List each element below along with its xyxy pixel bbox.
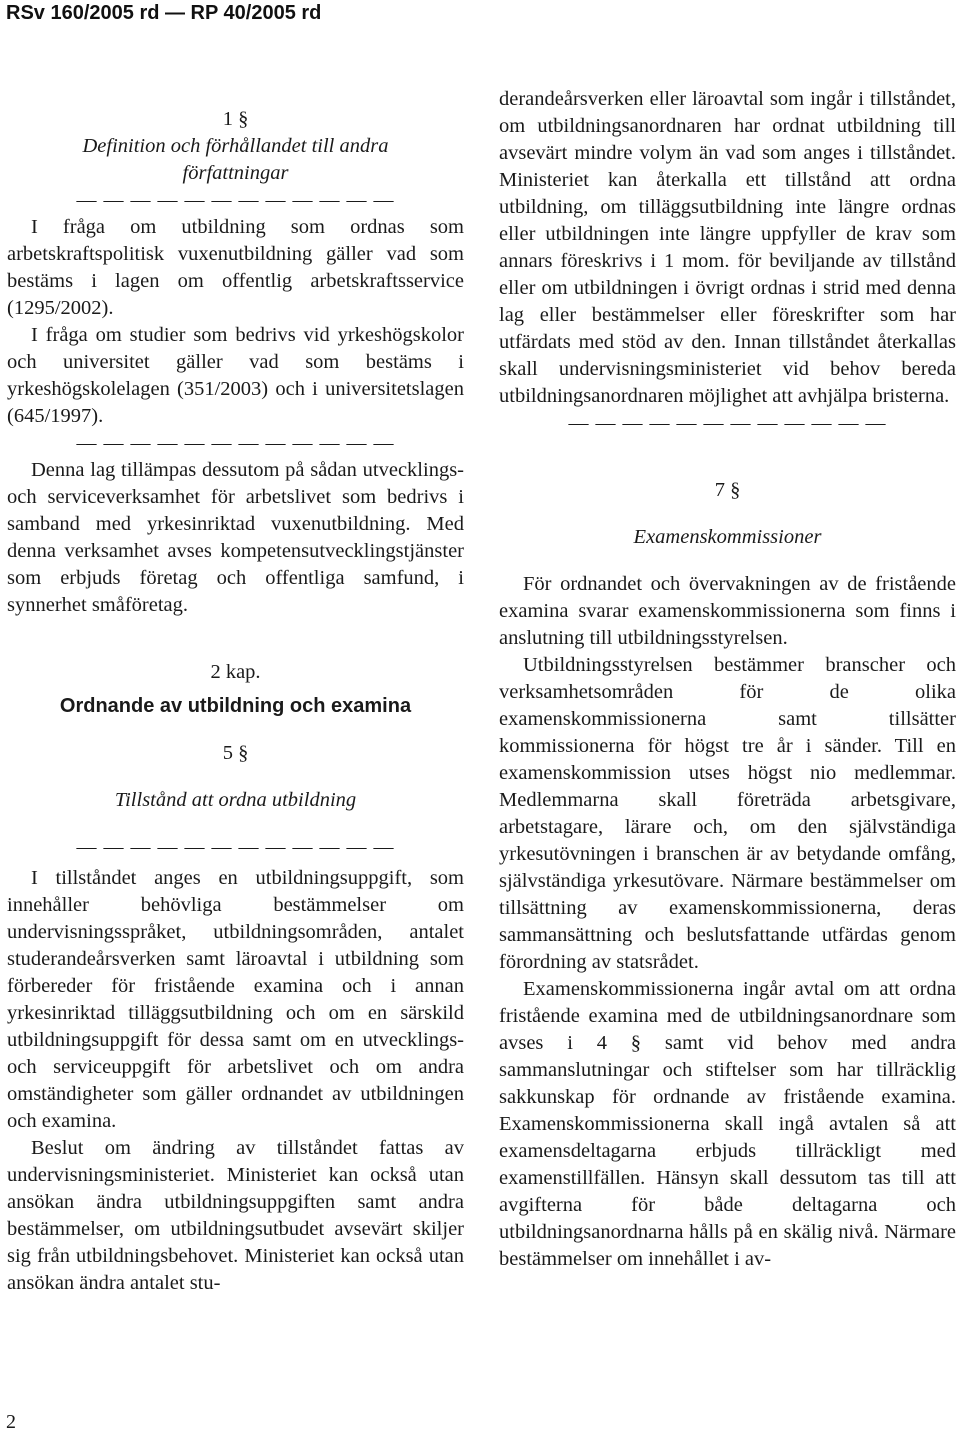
- chapter-title: Ordnande av utbildning och examina: [59, 695, 412, 717]
- paragraph: I fråga om studier som bedrivs vid yrkeshögskolor och universitet gäller vad som bestäms i yrkeshögskolelagen (351/2003) och i universitetslagen (645/1997).: [7, 324, 464, 427]
- page-number: 2: [6, 1411, 16, 1433]
- section-1-number: 1 §: [222, 108, 249, 130]
- paragraph: För ordnandet och övervakningen av de fristående examina svarar examenskommissionerna som finns i anslutning till utbildningsstyrelsen.: [499, 573, 956, 649]
- paragraph: I tillståndet anges en utbildningsuppgift, som innehåller behövliga bestämmelser om undervisningsspråket, utbildningsområden, antalet studerandeårsverken samt läroavtal i utbildning som förbereder för fristående examina och i annan yrkesinriktad tilläggsutbildning och om en särskild utbildningsuppgift för dessa samt om en utvecklings- och serviceuppgift för arbetslivet och om andra omständigheter som gäller ordnandet av utbildningen och examina.: [7, 867, 464, 1132]
- paragraph: derandeårsverken eller läroavtal som ingår i tillståndet, om utbildningsanordnaren har ordnat utbildning till avsevärt mindre volym än vad som anges i tillståndet. Ministeriet kan återkalla ett tillstånd att ordna utbildning, om tilläggsutbildning inte längre ordnas eller utbildningen inte längre uppfyller de krav som annars föreskrivs i 1 mom. för beviljande av tillstånd eller om utbildningen i övrigt ordnas i strid med denna lag eller bestämmelser eller föreskrifter som har utfärdats med stöd av den. Innan tillståndet återkallas skall undervisningsministeriet vid behov bereda utbildningsanordnaren möjlighet att avhjälpa bristerna.: [499, 88, 956, 407]
- omission-dashes: — — — — — — — — — — — —: [76, 836, 395, 858]
- omission-dashes: — — — — — — — — — — — —: [76, 432, 395, 454]
- chapter-number: 2 kap.: [210, 661, 261, 683]
- paragraph: I fråga om utbildning som ordnas som arbetskraftspolitisk vuxenutbildning gäller vad som bestäms i lagen om offentlig arbetskraftsservice (1295/2002).: [7, 216, 464, 319]
- omission-dashes: — — — — — — — — — — — —: [568, 412, 887, 434]
- section-5-title: Tillstånd att ordna utbildning: [114, 789, 357, 811]
- section-5-number: 5 §: [222, 742, 249, 764]
- section-7-number: 7 §: [714, 479, 741, 501]
- right-column: [499, 86, 956, 1273]
- left-column: [7, 86, 464, 1297]
- paragraph: Beslut om ändring av tillståndet fattas av undervisningsministeriet. Ministeriet kan också utan ansökan ändra utbildningsuppgiften samt andra bestämmelser, om utbildningsutbudet avsevärt skiljer sig från utbildningsbehovet. Ministeriet kan också utan ansökan ändra antalet stu-: [7, 1137, 464, 1294]
- section-1-title: Definition och förhållandet till andra författningar: [82, 135, 389, 184]
- section-7-title: Examenskommissioner: [633, 526, 822, 548]
- running-header: RSv 160/2005 rd — RP 40/2005 rd: [6, 2, 322, 24]
- omission-dashes: — — — — — — — — — — — —: [76, 189, 395, 211]
- paragraph: Utbildningsstyrelsen bestämmer branscher och verksamhetsområden för de olika examenskommissionerna samt tillsätter kommissionerna för högst tre år i sänder. Till en examenskommission utses högst nio medlemmar. Medlemmarna skall företräda arbetsgivare, arbetstagare, lärare och, om den självständiga yrkesutövningen i branschen är av betydande omfång, självständiga yrkesutövare. Närmare bestämmelser om tillsättning av examenskommissionerna, deras sammansättning och beslutsfattande utfärdas genom förordning av statsrådet.: [499, 654, 956, 973]
- paragraph: Examenskommissionerna ingår avtal om att ordna fristående examina med de utbildningsanordnare som avses i 4 § samt vid behov med andra sammanslutningar och stiftelser som har tillräcklig sakkunskap för ordnande av fristående examina. Examenskommissionerna skall ingå avtalen så att examensdeltagarna erbjuds tillräckligt med examenstillfällen. Hänsyn skall dessutom tas till att avgifterna för både deltagarna och utbildningsanordnarna hålls på en skälig nivå. Närmare bestämmelser om innehållet i av-: [499, 978, 956, 1270]
- paragraph: Denna lag tillämpas dessutom på sådan utvecklings- och serviceverksamhet för arbetslivet som bedrivs i samband med yrkesinriktad vuxenutbildning. Med denna verksamhet avses kompetensutvecklingstjänster som erbjuds företag och offentliga samfund, i synnerhet småföretag.: [7, 459, 464, 616]
